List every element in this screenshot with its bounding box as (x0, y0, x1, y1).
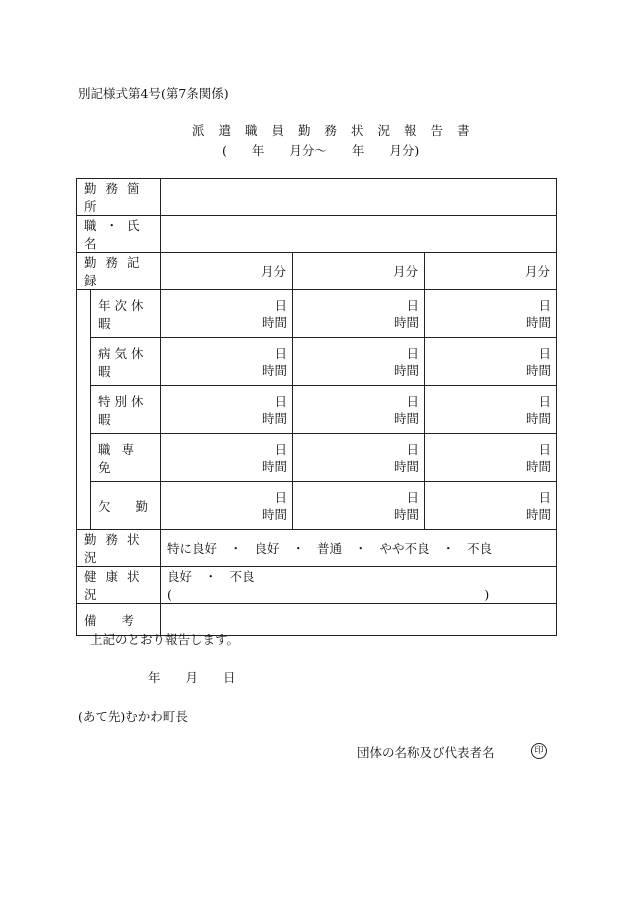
work-status-label: 勤務状況 (77, 530, 161, 567)
unit-hours: 時間 (526, 314, 552, 330)
special-leave-label: 特別休暇 (91, 386, 161, 434)
row-work-status (77, 530, 557, 567)
annual-leave-cell-2[interactable] (293, 290, 425, 338)
sick-leave-label: 病気休暇 (91, 338, 161, 386)
document-title: 派遣職員勤務状況報告書 (192, 123, 484, 138)
row-annual-leave (77, 290, 557, 338)
unit-day: 日 (538, 393, 552, 409)
row-workplace (77, 179, 557, 216)
unit-hours: 時間 (394, 506, 420, 522)
unit-day: 日 (274, 393, 288, 409)
row-special-leave (77, 386, 557, 434)
unit-hours: 時間 (394, 410, 420, 426)
unit-hours: 時間 (526, 362, 552, 378)
position-name-label: 職・氏名 (77, 216, 161, 253)
seal-icon: 印 (531, 743, 547, 759)
absence-cell-1[interactable] (161, 482, 293, 530)
health-status-options[interactable]: 良好 ・ 不良( ) (161, 567, 557, 604)
unit-hours: 時間 (394, 362, 420, 378)
annual-leave-label: 年次休暇 (91, 290, 161, 338)
sick-leave-cell-1[interactable] (161, 338, 293, 386)
duty-exemption-cell-1[interactable] (161, 434, 293, 482)
absence-label: 欠 勤 (91, 482, 161, 530)
unit-day: 日 (274, 441, 288, 457)
unit-hours: 時間 (262, 410, 288, 426)
position-name-field[interactable] (161, 216, 557, 253)
row-sick-leave (77, 338, 557, 386)
sick-leave-cell-2[interactable] (293, 338, 425, 386)
work-record-label: 勤務記録 (77, 253, 161, 290)
unit-hours: 時間 (526, 410, 552, 426)
duty-exemption-cell-3[interactable] (425, 434, 557, 482)
annual-leave-cell-3[interactable] (425, 290, 557, 338)
unit-day: 日 (538, 489, 552, 505)
work-status-options[interactable]: 特に良好 ・ 良好 ・ 普通 ・ やや不良 ・ 不良 (161, 530, 557, 567)
unit-day: 日 (274, 345, 288, 361)
sick-leave-cell-3[interactable] (425, 338, 557, 386)
workplace-field[interactable] (161, 179, 557, 216)
unit-hours: 時間 (394, 458, 420, 474)
health-status-label: 健康状況 (77, 567, 161, 604)
unit-hours: 時間 (262, 458, 288, 474)
special-leave-cell-3[interactable] (425, 386, 557, 434)
row-duty-exemption (77, 434, 557, 482)
unit-day: 日 (406, 393, 420, 409)
date-line[interactable]: 年 月 日 (148, 670, 236, 685)
duty-exemption-label: 職専免 (91, 434, 161, 482)
absence-cell-3[interactable] (425, 482, 557, 530)
unit-hours: 時間 (526, 506, 552, 522)
month-header-2: 月分 (293, 253, 425, 290)
remarks-label: 備 考 (77, 604, 161, 636)
unit-day: 日 (274, 297, 288, 313)
unit-hours: 時間 (262, 506, 288, 522)
unit-hours: 時間 (526, 458, 552, 474)
row-position-name (77, 216, 557, 253)
special-leave-cell-2[interactable] (293, 386, 425, 434)
report-table (76, 178, 557, 636)
duty-exemption-cell-2[interactable] (293, 434, 425, 482)
month-header-1: 月分 (161, 253, 293, 290)
unit-day: 日 (406, 297, 420, 313)
unit-day: 日 (538, 345, 552, 361)
unit-hours: 時間 (262, 362, 288, 378)
unit-day: 日 (406, 489, 420, 505)
unit-day: 日 (406, 441, 420, 457)
unit-hours: 時間 (262, 314, 288, 330)
absence-cell-2[interactable] (293, 482, 425, 530)
record-indent (77, 290, 91, 530)
workplace-label: 勤務箇所 (77, 179, 161, 216)
report-period: ( 年 月分～ 年 月分) (222, 143, 420, 158)
representative-label: 団体の名称及び代表者名 (357, 745, 495, 760)
month-header-3: 月分 (425, 253, 557, 290)
annual-leave-cell-1[interactable] (161, 290, 293, 338)
row-work-record (77, 253, 557, 290)
form-number: 別記様式第4号(第7条関係) (78, 86, 229, 101)
report-statement: 上記のとおり報告します。 (90, 632, 240, 647)
unit-day: 日 (538, 297, 552, 313)
unit-day: 日 (406, 345, 420, 361)
unit-day: 日 (274, 489, 288, 505)
unit-hours: 時間 (394, 314, 420, 330)
unit-day: 日 (538, 441, 552, 457)
special-leave-cell-1[interactable] (161, 386, 293, 434)
row-absence (77, 482, 557, 530)
row-health-status (77, 567, 557, 604)
addressee: (あて先)むかわ町長 (78, 709, 188, 724)
